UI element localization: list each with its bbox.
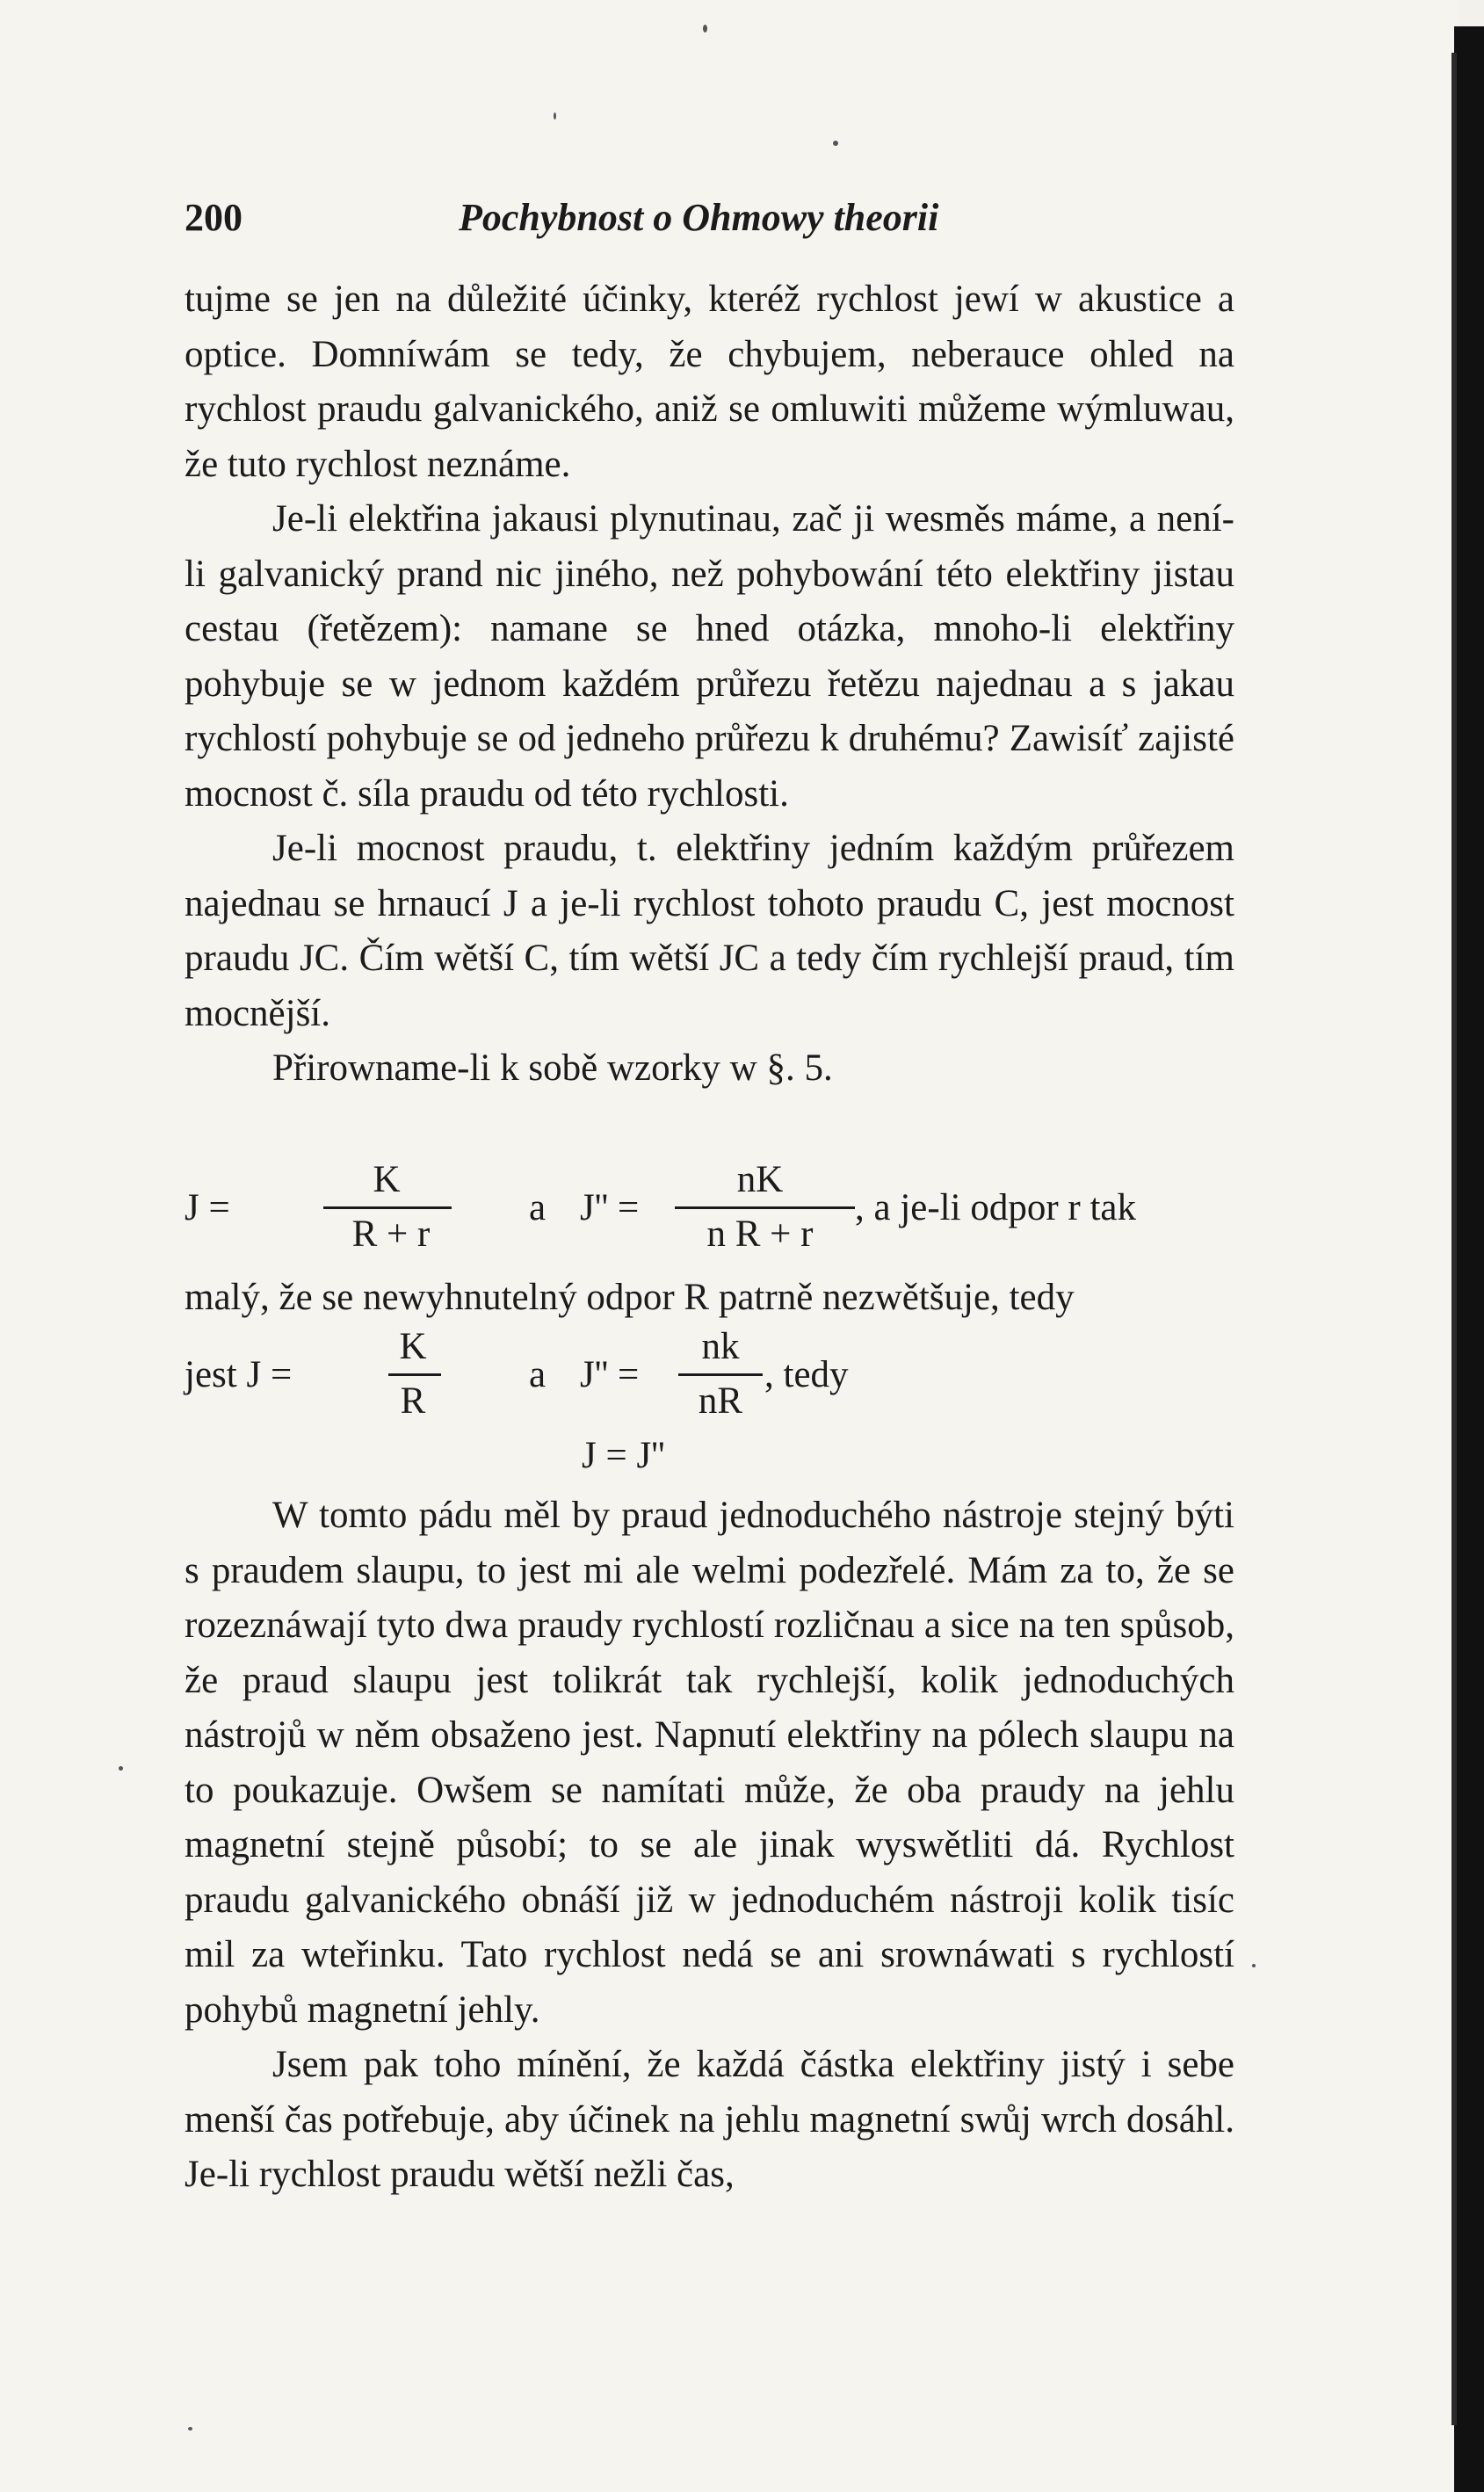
paragraph: W tomto pádu měl by praud jednoduchého nástroje stejný býti s praudem slaupu, to jest mi ale welmi podezřelé. Mám za to, že se rozeznáwají tyto dwa praudy rychlostí rozličnau a sice na ten spůsob, že praud slaupu jest tolikrát tak rychlejší, kolik jednoduchých nástrojů w něm obsaženo jest. Napnutí elektřiny na pólech slaupu na to poukazuje. Owšem se namítati může, že oba praudy na jehlu magnetní stejně působí; to se ale jinak wyswětliti dá. Rychlost praudu galvanického obnáší již w jednoduchém nástroji kolik tisíc mil za wteřinku. Tato rychlost nedá se ani srownáwati s rychlostí pohybů magnetní jehly. xyxy=(185,1495,1234,2031)
formula-3 xyxy=(185,1434,1239,1487)
scan-speck xyxy=(833,141,838,146)
fraction-numerator: K xyxy=(373,1159,401,1200)
formula-text: , tedy xyxy=(764,1354,849,1395)
fraction-bar xyxy=(323,1206,452,1209)
formula-1 xyxy=(185,1158,1239,1255)
formula-lhs: jest J = xyxy=(185,1354,293,1395)
scan-speck xyxy=(188,2427,192,2430)
formula-equation: J = J'' xyxy=(582,1435,665,1476)
formula-text: , a je-li odpor r tak xyxy=(855,1187,1137,1228)
text-line xyxy=(185,1271,1234,1326)
fraction-bar xyxy=(388,1373,441,1376)
scan-speck xyxy=(1252,1964,1256,1967)
text-block-top xyxy=(185,272,1234,1097)
page-header xyxy=(185,195,1239,248)
scan-speck xyxy=(119,1766,123,1771)
paragraph: Jsem pak toho mínění, že každá částka elektřiny jistý i sebe menší čas potřebuje, aby účinek na jehlu magnetní swůj wrch dosáhl. Je-li rychlost praudu wětší nežli čas, xyxy=(185,2044,1234,2195)
formula-lhs: J'' = xyxy=(580,1354,640,1395)
formula-lhs: J'' = xyxy=(580,1187,640,1228)
fraction-denominator: nR xyxy=(698,1380,743,1422)
paragraph-line: malý, že se newyhnutelný odpor R patrně nezwětšuje, tedy xyxy=(185,1277,1075,1318)
paragraph: Je-li elektřina jakausi plynutinau, zač ji wesměs máme, a není-li galvanický prand nic jiného, než pohybowání této elektřiny jistau cestau (řetězem): namane se hned otázka, mnoho-li elektřiny pohybuje se w jednom každém průřezu řetězu najednau a s jakau rychlostí pohybuje se od jedneho průřezu k druhému? Zawisíť zajisté mocnost č. síla praudu od této rychlosti. xyxy=(185,498,1234,815)
fraction-denominator: n R + r xyxy=(706,1213,814,1255)
fraction-numerator: nK xyxy=(736,1159,784,1200)
paragraph: Přirowname-li k sobě wzorky w §. 5. xyxy=(272,1047,833,1089)
formula-lhs: J = xyxy=(185,1187,230,1228)
formula-2 xyxy=(185,1325,1239,1422)
fraction-denominator: R + r xyxy=(351,1213,431,1255)
running-title: Pochybnost o Ohmowy theorii xyxy=(459,196,939,239)
fraction-denominator: R xyxy=(400,1380,426,1422)
scan-speck xyxy=(554,112,556,120)
scan-edge-shadow xyxy=(1451,53,1457,2425)
paragraph: tujme se jen na důležité účinky, kteréž rychlost jewí w akustice a optice. Domníwám se tedy, že chybujem, neberauce ohled na rychlost praudu galvanického, aniž se omluwiti můžeme wýmluwau, že tuto rychlost neznáme. xyxy=(185,279,1234,485)
fraction-bar xyxy=(675,1206,855,1209)
scan-speck xyxy=(703,25,707,33)
paragraph: Je-li mocnost praudu, t. elektřiny jedním každým průřezem najednau se hrnaucí J a je-li rychlost tohoto praudu C, jest mocnost praudu JC. Čím wětší C, tím wětší JC a tedy čím rychlejší praud, tím mocnější. xyxy=(185,828,1234,1034)
fraction-numerator: K xyxy=(399,1326,427,1367)
conjunction: a xyxy=(529,1354,547,1395)
fraction-numerator: nk xyxy=(701,1326,740,1367)
page-number: 200 xyxy=(185,196,243,239)
fraction-bar xyxy=(678,1373,763,1376)
scan-edge xyxy=(1454,26,1484,2492)
text-block-bottom xyxy=(185,1489,1234,2203)
conjunction: a xyxy=(529,1187,547,1228)
